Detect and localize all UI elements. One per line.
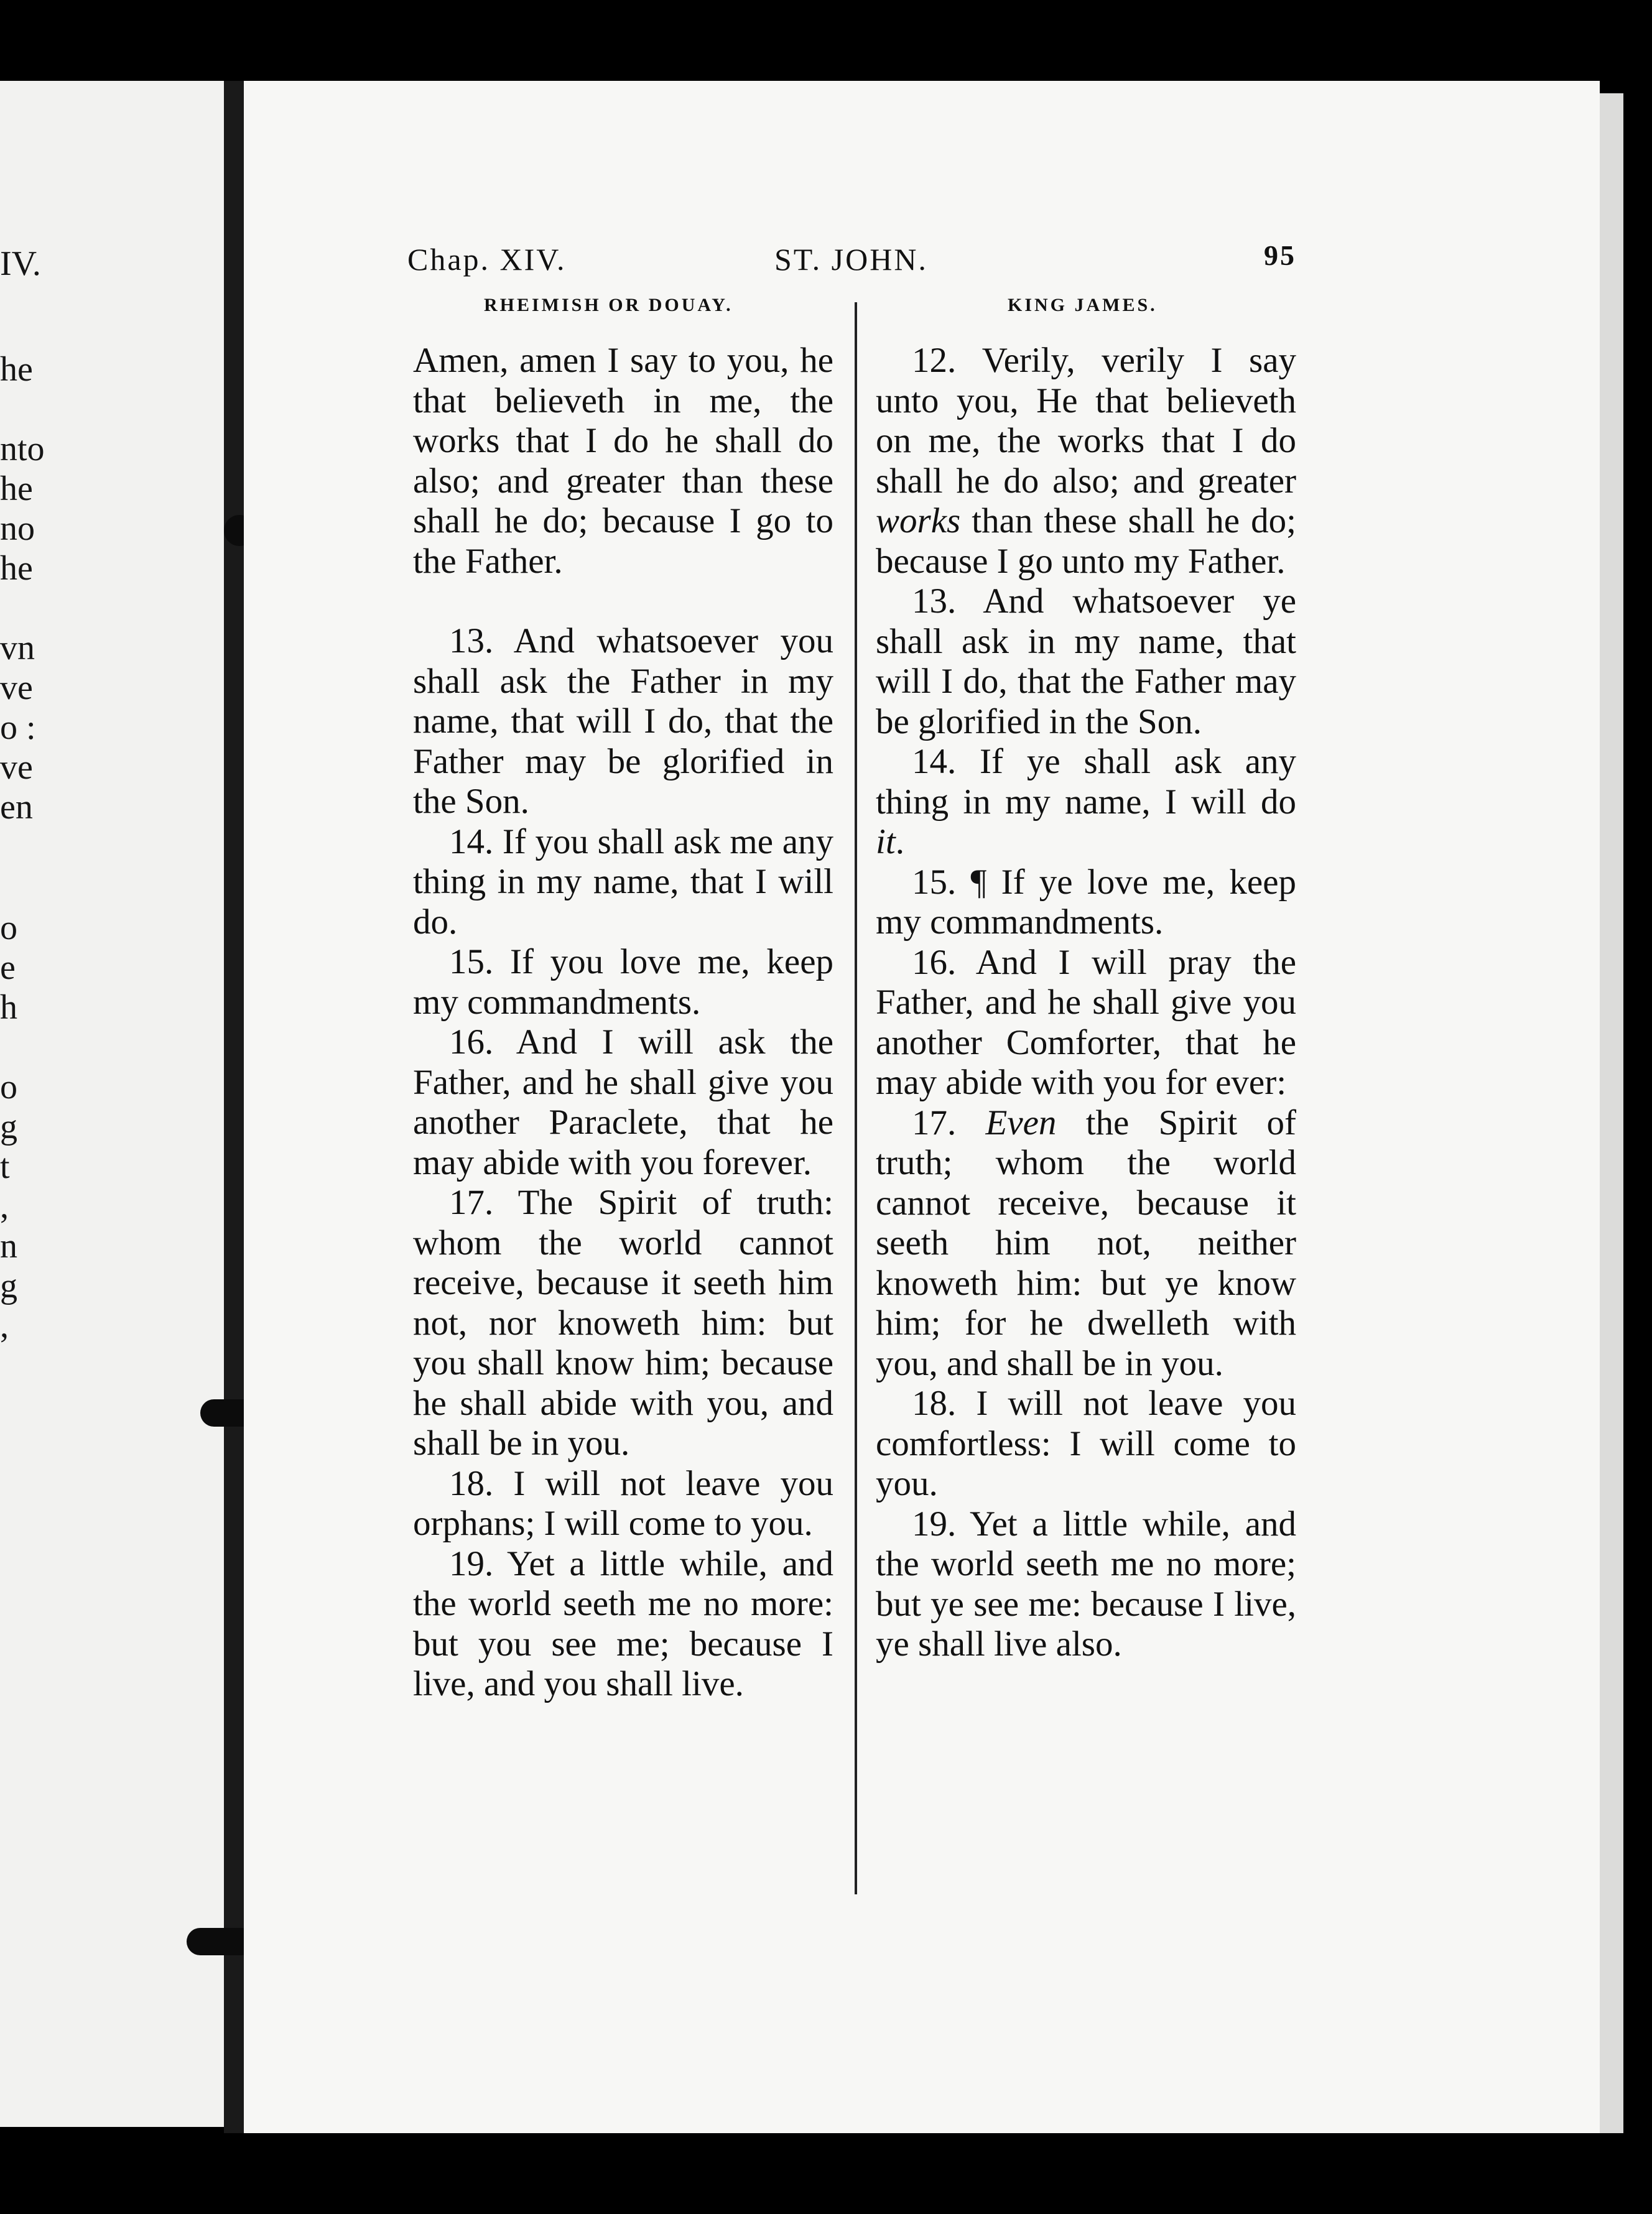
facing-page-fragment: g: [0, 1267, 17, 1305]
facing-page-fragment: no: [0, 509, 35, 548]
facing-page-fragment: t: [0, 1147, 10, 1186]
facing-page-fragment: h: [0, 988, 17, 1027]
facing-page-fragment: en: [0, 788, 33, 827]
verse-15: 15. If you love me, keep my commandments.: [413, 942, 833, 1022]
verse-13: 13. And whatsoever you shall ask the Father in my name, that will I do, that the Father may be glorified in the Son.: [413, 621, 833, 821]
verse-17: 17. The Spirit of truth: whom the world cannot receive, because it seeth him not, nor knoweth him: but you shall know him; because he shall abide with you, and shall be in you.: [413, 1183, 833, 1463]
page-number: 95: [1264, 239, 1296, 271]
verse-16: 16. And I will pray the Father, and he shall give you another Comforter, that he may abide with you for ever:: [876, 942, 1296, 1102]
facing-page-fragment: o: [0, 1068, 17, 1106]
verse-17: 17. Even the Spirit of truth; whom the world cannot receive, because it seeth him not, neither knoweth him: but ye know him; for he dwelleth with you, and shall be in you.: [876, 1103, 1297, 1383]
facing-page-fragment: vn: [0, 629, 35, 667]
facing-page-fragment: ,: [0, 1187, 9, 1226]
column-title-douay: RHEIMISH OR DOUAY.: [484, 295, 733, 315]
verse-16: 16. And I will ask the Father, and he shall give you another Paraclete, that he may abide with you forever.: [413, 1022, 833, 1182]
facing-page-fragment: he: [0, 549, 33, 588]
facing-page-fragment: n: [0, 1227, 17, 1266]
page-edge: [1600, 93, 1623, 2133]
book-title: ST. JOHN.: [774, 242, 928, 277]
facing-page-fragment: ,: [0, 1307, 9, 1345]
verse-18: 18. I will not leave you orphans; I will come to you.: [413, 1463, 833, 1543]
verse-19: 19. Yet a little while, and the world seeth me no more: but you see me; because I live, and you shall live.: [413, 1544, 833, 1703]
verse-19: 19. Yet a little while, and the world seeth me no more; but ye see me: because I live, ye shall live also.: [876, 1504, 1296, 1664]
verse-12: 12. Verily, verily I say unto you, He that believeth on me, the works that I do shall he do also; and greater works than these shall he do; because I go unto my Father.: [876, 341, 1296, 581]
verse-14: 14. If ye shall ask any thing in my name, I will do it.: [876, 742, 1296, 861]
verse-18: 18. I will not leave you comfortless: I will come to you.: [876, 1384, 1296, 1503]
douay-column: [413, 341, 833, 1705]
verse-12: Amen, amen I say to you, he that believeth in me, the works that I do he shall do also; and greater than these shall he do; because I go to the Father.: [413, 341, 833, 581]
facing-page-fragment: ve: [0, 748, 33, 787]
column-divider: [855, 302, 857, 1894]
facing-page-fragment: ve: [0, 669, 33, 707]
column-title-king-james: KING JAMES.: [1008, 295, 1158, 315]
verse-15: 15. ¶ If ye love me, keep my commandments.: [876, 862, 1296, 942]
book-gutter: [224, 81, 245, 2133]
facing-page-fragment: he: [0, 470, 33, 508]
facing-page-fragment: nto: [0, 430, 45, 468]
verse-14: 14. If you shall ask me any thing in my name, that I will do.: [413, 822, 833, 942]
king-james-column: [876, 341, 1296, 1665]
facing-page-fragment: e: [0, 948, 16, 987]
facing-page-edge: [0, 81, 231, 2127]
facing-page-fragment: IV.: [0, 244, 41, 283]
verse-13: 13. And whatsoever ye shall ask in my name, that will I do, that the Father may be glorified in the Son.: [876, 581, 1296, 741]
facing-page-fragment: he: [0, 350, 33, 389]
facing-page-fragment: o: [0, 909, 17, 947]
facing-page-fragment: g: [0, 1108, 17, 1146]
chapter-heading: Chap. XIV.: [407, 242, 567, 277]
facing-page-fragment: o :: [0, 708, 36, 747]
